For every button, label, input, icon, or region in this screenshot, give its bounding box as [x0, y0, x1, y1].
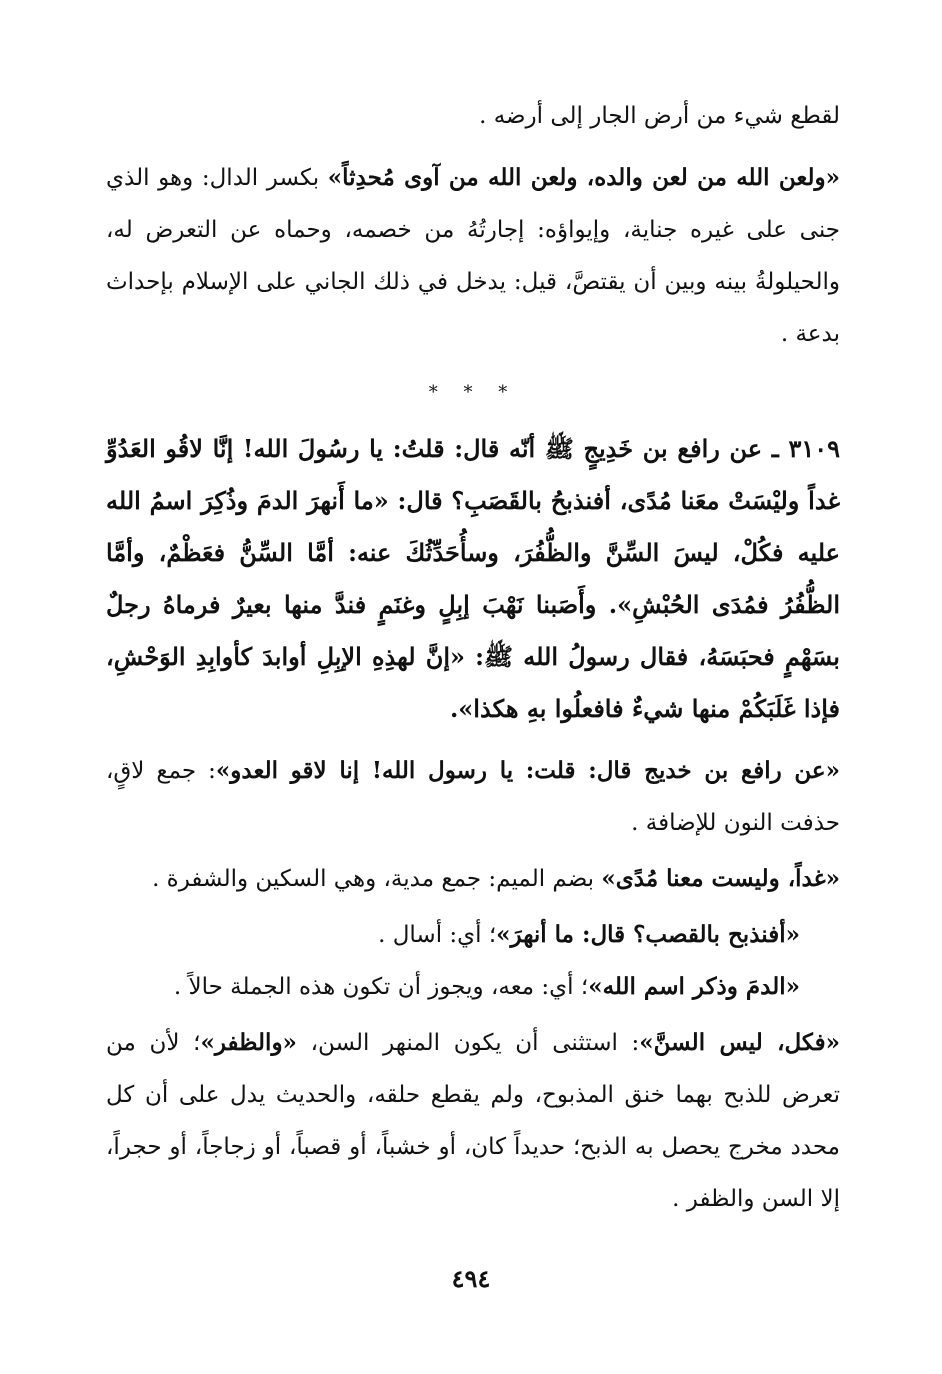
quoted-text: «غداً، وليست معنا مُدًى»: [601, 865, 840, 892]
commentary-text: ؛ أي: أسال .: [378, 922, 497, 948]
commentary-1: [106, 745, 840, 849]
hadith-3109: ٣١٠٩ ـ عن رافع بن خَدِيجٍ ﷺ أنّه قال: قلتُ: يا رسُولَ الله! إنَّا لاقُو العَدُوِّ غداً وليْسَتْ معَنا مُدًى، أفنذبحُ بالقَصَبِ؟ قال: «ما أَنهرَ الدمَ وذُكِرَ اسمُ الله عليه فكُلْ، ليسَ السِّنَّ والظُّفُرَ، وسأُحَدِّثُكَ عنه: أمَّا السِّنُّ فعَظْمٌ، وأمَّا الظُّفُرُ فمُدَى الحُبْشِ». وأَصَبنا نَهْبَ إبِلٍ وغنَمٍ فندَّ منها بعيرٌ فرماهُ رجلٌ بسَهْمٍ فحبَسَهُ، فقال رسولُ الله ﷺ: «إنَّ لهذِهِ الإبِلِ أوابدَ كأوابِدِ الوَحْشِ، فإذا غَلَبَكُمْ منها شيءٌ فافعلُوا بهِ هكذا».: [106, 434, 840, 723]
commentary-3: [106, 909, 840, 961]
quoted-text: «فكل، ليس السنَّ»: [639, 1029, 840, 1056]
quoted-text: «أفنذبح بالقصب؟ قال: ما أنهرَ»: [496, 921, 800, 948]
commentary-text: بضم الميم: جمع مدية، وهي السكين والشفرة .: [152, 866, 602, 892]
page-body: [106, 90, 840, 1340]
quoted-text: «عن رافع بن خديج قال: قلت: يا رسول الله! إنا لاقو العدو»: [215, 757, 841, 784]
quoted-text: «ولعن الله من لعن والده، ولعن الله من آوى مُحدِثاً»: [327, 164, 840, 191]
quoted-text: «والظفر»: [200, 1029, 297, 1056]
commentary-4: [106, 961, 840, 1013]
paragraph-commentary-muhdith: [106, 152, 840, 360]
commentary-2: [106, 853, 840, 905]
paragraph-continuation: لقطع شيء من أرض الجار إلى أرضه .: [479, 103, 840, 129]
commentary-text: بكسر الدال: وهو الذي جنى على غيره جناية، وإيواؤه: إجارتُهُ من خصمه، وحماه عن التعرض له، والحيلولةُ بينه وبين أن يقتصَّ، قيل: يدخل في ذلك الجاني على الإسلام بإحداث بدعة .: [106, 165, 840, 347]
commentary-text: : استثنى أن يكون المنهر السن،: [296, 1030, 640, 1056]
commentary-text: : جمع لاقٍ، حذفت النون للإضافة .: [106, 758, 840, 836]
page-number: ٤٩٤: [451, 1264, 491, 1293]
section-divider: * * *: [428, 382, 518, 403]
commentary-text: ؛ أي: معه، ويجوز أن تكون هذه الجملة حالاً .: [173, 974, 589, 1000]
commentary-text: ؛ لأن من تعرض للذبح بهما خنق المذبوح، ولم يقطع حلقه، والحديث يدل على أن كل محدد مخرج يحصل به الذبح؛ حديداً كان، أو خشباً، أو قصباً، أو زجاجاً، أو حجراً، إلا السن والظفر .: [106, 1030, 841, 1212]
commentary-5: [106, 1017, 840, 1225]
quoted-text: «الدمَ وذكر اسم الله»: [588, 973, 800, 1000]
